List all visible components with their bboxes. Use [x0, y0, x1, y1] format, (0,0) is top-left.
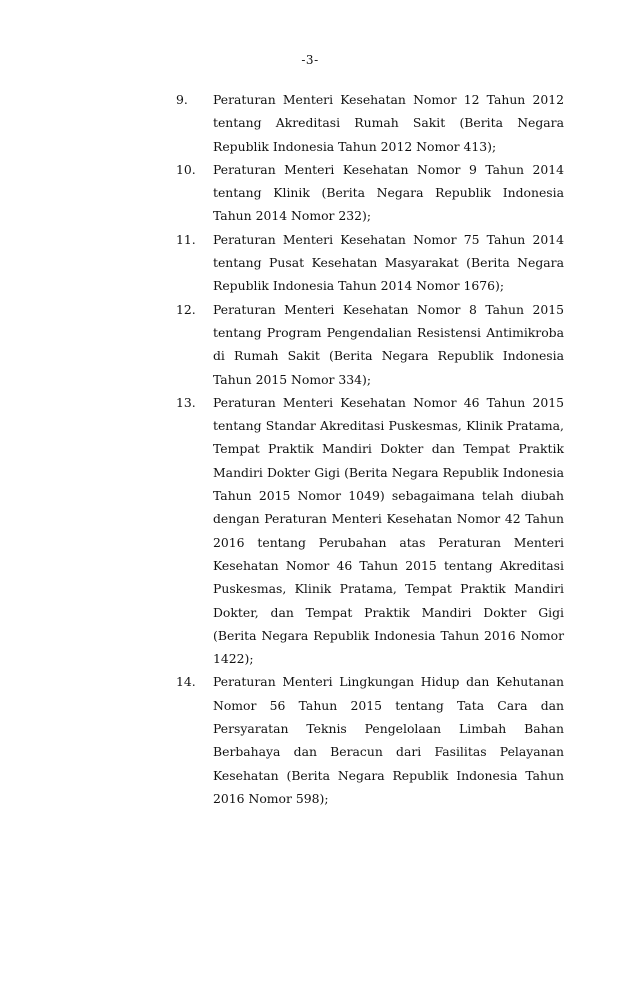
item-number: 12.	[176, 301, 196, 317]
item-text: Peraturan Menteri Kesehatan Nomor 8 Tahun 2015 tentang Program Pengendalian Resistensi Antimikroba di Rumah Sakit (Berita Negara Republik Indonesia Tahun 2015 Nomor 334);	[213, 301, 564, 387]
item-text: Peraturan Menteri Kesehatan Nomor 12 Tahun 2012 tentang Akreditasi Rumah Sakit (Berita Negara Republik Indonesia Tahun 2012 Nomor 413);	[213, 92, 564, 154]
item-number: 14.	[176, 674, 196, 690]
page-number: -3-	[301, 53, 319, 67]
list-item	[176, 158, 564, 228]
item-number: 10.	[176, 161, 196, 177]
item-text: Peraturan Menteri Kesehatan Nomor 9 Tahun 2014 tentang Klinik (Berita Negara Republik Indonesia Tahun 2014 Nomor 232);	[213, 161, 564, 224]
list-item	[176, 670, 564, 810]
list-item	[176, 298, 564, 391]
item-number: 9.	[176, 92, 188, 107]
item-text: Peraturan Menteri Kesehatan Nomor 75 Tahun 2014 tentang Pusat Kesehatan Masyarakat (Berita Negara Republik Indonesia Tahun 2014 Nomor 1676);	[213, 231, 564, 294]
item-text: Peraturan Menteri Kesehatan Nomor 46 Tahun 2015 tentang Standar Akreditasi Puskesmas, Klinik Pratama, Tempat Praktik Mandiri Dokter dan Tempat Praktik Mandiri Dokter Gigi (Berita Negara Republik Indonesia Tahun 2015 Nomor 1049) sebagaimana telah diubah dengan Peraturan Menteri Kesehatan Nomor 42 Tahun 2016 tentang Perubahan atas Peraturan Menteri Kesehatan Nomor 46 Tahun 2015 tentang Akreditasi Puskesmas, Klinik Pratama, Tempat Praktik Mandiri Dokter, dan Tempat Praktik Mandiri Dokter Gigi (Berita Negara Republik Indonesia Tahun 2016 Nomor 1422);	[213, 394, 564, 667]
item-number: 13.	[176, 394, 196, 410]
reference-list	[176, 88, 564, 810]
list-item	[176, 391, 564, 671]
list-item	[176, 228, 564, 298]
item-number: 11.	[176, 231, 196, 247]
list-item	[176, 88, 564, 158]
item-text: Peraturan Menteri Lingkungan Hidup dan Kehutanan Nomor 56 Tahun 2015 tentang Tata Cara dan Persyaratan Teknis Pengelolaan Limbah Bahan Berbahaya dan Beracun dari Fasilitas Pelayanan Kesehatan (Berita Negara Republik Indonesia Tahun 2016 Nomor 598);	[213, 674, 564, 806]
